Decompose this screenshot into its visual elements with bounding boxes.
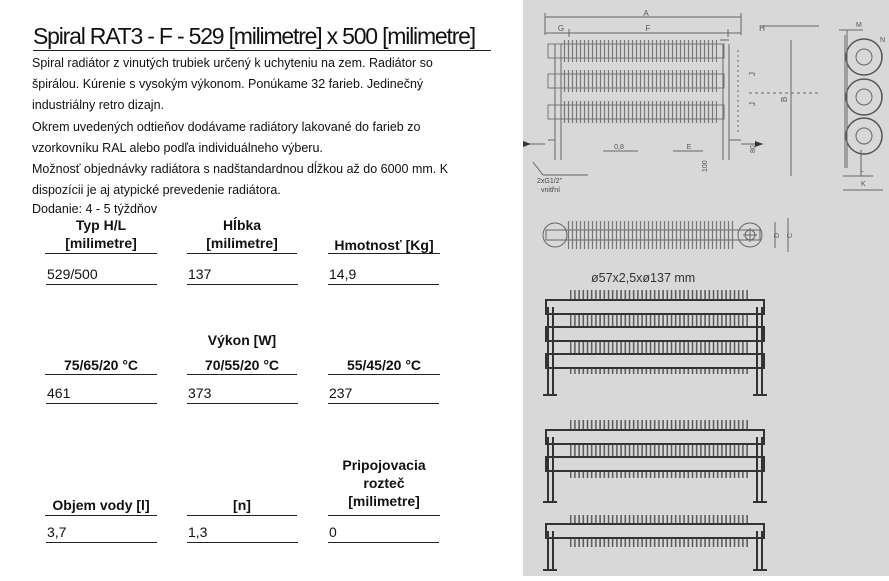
divider (328, 253, 440, 254)
radiator-2-pipes-illustration (543, 420, 767, 502)
radiator-3-pipes-illustration (543, 290, 767, 395)
side-view-drawing (839, 30, 886, 190)
connection-value: 0 (328, 523, 439, 543)
dim-M-label: M (856, 22, 862, 29)
dim-C-label: C (787, 232, 794, 238)
type-header (45, 216, 157, 252)
type-header-unit: [milimetre] (65, 235, 137, 251)
thread-type-label: vnitřní (541, 187, 561, 194)
power-value-2: 373 (187, 384, 298, 404)
dim-J-label: J (748, 102, 757, 106)
dim-G-label: G (557, 24, 565, 33)
dim-N-label: N (880, 37, 886, 44)
product-description (32, 53, 492, 201)
divider (45, 515, 157, 516)
pipe-spec-label: ø57x2,5xø137 mm (591, 271, 696, 285)
exponent-header: [n] (233, 497, 251, 513)
radiator-1-pipe-illustration (543, 515, 767, 570)
divider (45, 374, 157, 375)
power-header: Výkon [W] (207, 332, 277, 348)
dim-L-label: L (860, 167, 864, 174)
description-line: vzorkovníku RAL alebo podľa individuálneho výberu. (32, 140, 323, 155)
connection-header (328, 456, 440, 510)
dim-H-label: H (759, 24, 765, 33)
weight-value: 14,9 (328, 265, 439, 285)
dim-08-label: 0,8 (614, 144, 624, 151)
thread-label: 2xG1/2" (537, 178, 563, 185)
dim-J-label: J (748, 72, 757, 76)
water-volume-value: 3,7 (46, 523, 157, 543)
temp-header-1: 75/65/20 °C (63, 357, 139, 373)
technical-drawing (523, 0, 889, 576)
dim-A-label: A (643, 9, 649, 18)
divider (187, 253, 297, 254)
weight-header: Hmotnosť [Kg] (334, 237, 434, 253)
technical-drawing-panel (523, 0, 889, 576)
dim-B-label: B (780, 96, 789, 102)
front-view-drawing (523, 13, 819, 176)
connection-header-line: rozteč (363, 475, 405, 491)
arrow-left-icon (523, 141, 531, 147)
depth-header-unit: [milimetre] (206, 235, 278, 251)
delivery-time: Dodanie: 4 - 5 týždňov (32, 202, 158, 216)
connection-header-line: Pripojovacia (342, 457, 426, 473)
description-line: Okrem uvedených odtieňov dodávame radiátory lakované do farieb zo (32, 119, 421, 134)
depth-value: 137 (187, 265, 298, 285)
top-view-drawing (543, 218, 788, 252)
description-line: Spiral radiátor z vinutých trubiek určený k uchyteniu na zem. Radiátor so (32, 56, 433, 70)
dim-D-label: D (774, 232, 781, 238)
description-line: industriálny retro dizajn. (32, 98, 165, 113)
dim-80-label: 80 (750, 145, 757, 153)
type-value: 529/500 (46, 265, 157, 285)
connection-header-unit: [milimetre] (348, 493, 420, 509)
divider (187, 515, 297, 516)
description-line: dispozícii je aj atypické prevedenie radiátora. (32, 183, 281, 198)
dim-100-label: 100 (702, 160, 709, 172)
description-line: špirálou. Kúrenie s vysokým výkonom. Ponúkame 32 farieb. Jedinečný (32, 77, 424, 92)
divider (328, 374, 440, 375)
temp-header-2: 70/55/20 °C (204, 357, 280, 373)
divider (187, 374, 297, 375)
exponent-value: 1,3 (187, 523, 298, 543)
water-volume-header: Objem vody [l] (52, 497, 150, 513)
product-title: Spiral RAT3 - F - 529 [milimetre] x 500 [milimetre] (33, 22, 491, 51)
depth-header-line: Hĺbka (222, 217, 262, 233)
power-value-1: 461 (46, 384, 157, 404)
type-header-line: Typ H/L (75, 217, 127, 233)
dim-K-label: K (861, 181, 866, 188)
description-line: Možnosť objednávky radiátora s nadštandardnou dĺžkou až do 6000 mm. K (32, 162, 449, 177)
dim-E-label: E (686, 144, 692, 151)
dim-F-label: F (645, 24, 651, 33)
temp-header-3: 55/45/20 °C (346, 357, 422, 373)
depth-header (187, 216, 297, 252)
divider (328, 515, 440, 516)
power-value-3: 237 (328, 384, 439, 404)
divider (45, 253, 157, 254)
